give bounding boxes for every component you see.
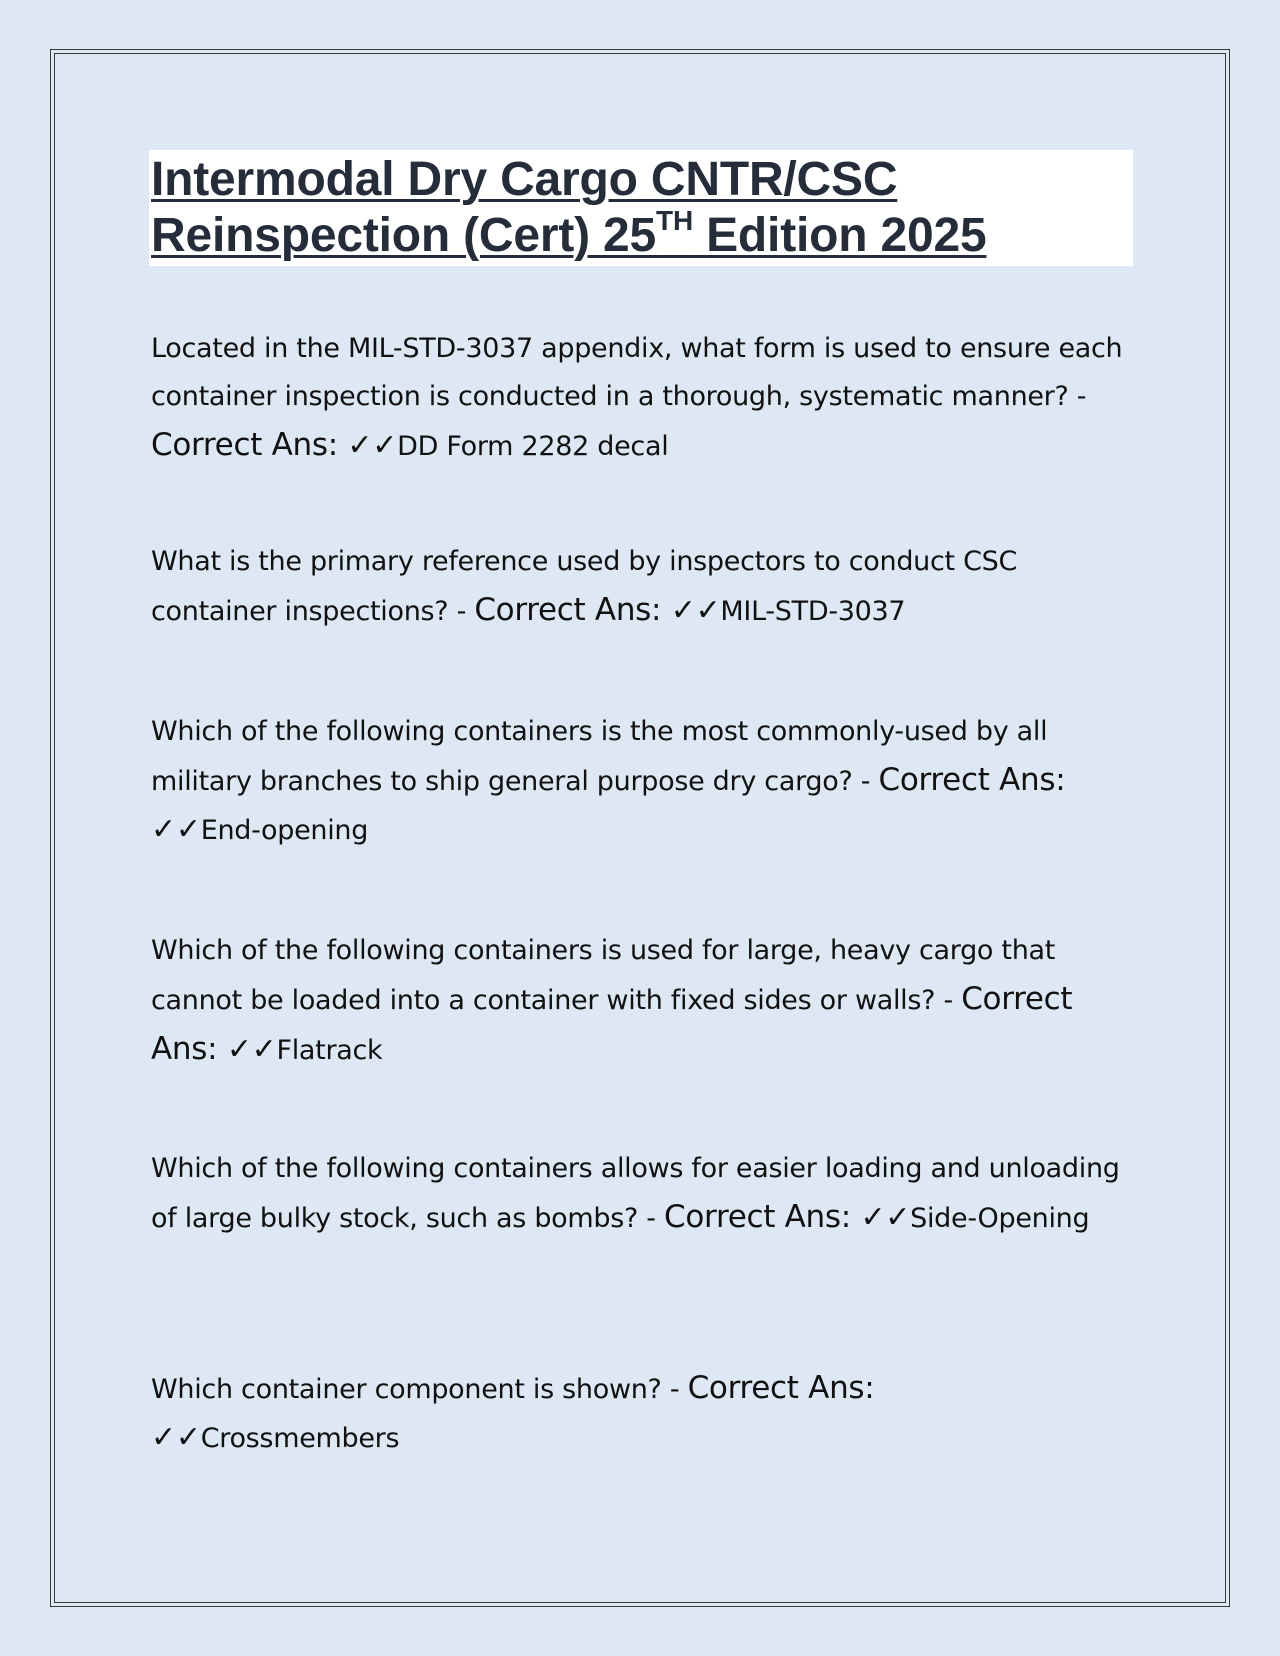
- answer-prefix: Correct Ans:: [151, 427, 348, 463]
- answer-text: Side-Opening: [910, 1203, 1090, 1234]
- qa-item: [151, 538, 1131, 636]
- answer-text: Crossmembers: [200, 1423, 400, 1454]
- document-title: [151, 152, 986, 264]
- question-text: Which of the following containers is used for large, heavy cargo that cannot be loaded into a container with fixed sides or walls? -: [151, 935, 1056, 1016]
- qa-item: [151, 1364, 1131, 1463]
- checkmark-icon: ✓✓: [151, 812, 201, 847]
- answer-prefix: Correct Ans:: [474, 592, 671, 628]
- answer-prefix: Correct Ans:: [878, 762, 1066, 798]
- qa-item: [151, 1145, 1131, 1243]
- title-line-1: Intermodal Dry Cargo CNTR/CSC: [151, 153, 898, 206]
- answer-prefix: Correct Ans:: [664, 1199, 861, 1235]
- checkmark-icon: ✓✓: [860, 1200, 911, 1235]
- qa-item: [151, 325, 1131, 471]
- title-line-2-start: Reinspection (Cert) 25: [151, 209, 657, 262]
- checkmark-icon: ✓✓: [226, 1032, 277, 1067]
- answer-prefix: Correct Ans:: [687, 1370, 875, 1406]
- title-line-2-end: Edition 2025: [692, 209, 987, 262]
- qa-item: [151, 927, 1131, 1075]
- answer-text: DD Form 2282 decal: [397, 431, 669, 462]
- answer-text: End-opening: [200, 815, 369, 846]
- checkmark-icon: ✓✓: [347, 428, 398, 463]
- checkmark-icon: ✓✓: [670, 593, 721, 628]
- qa-item: [151, 708, 1131, 855]
- answer-text: MIL-STD-3037: [720, 596, 906, 627]
- answer-prefix: Correct Ans:: [151, 981, 1073, 1067]
- question-text: Which of the following containers allows for easier loading and unloading of large bulky stock, such as bombs? -: [151, 1153, 1120, 1234]
- question-text: What is the primary reference used by inspectors to conduct CSC container inspections? -: [151, 546, 1018, 627]
- checkmark-icon: ✓✓: [151, 1420, 201, 1455]
- answer-text: Flatrack: [276, 1035, 383, 1066]
- question-text: Which of the following containers is the most commonly-used by all military branches to ship general purpose dry cargo? -: [151, 716, 1048, 797]
- question-text: Which container component is shown? -: [151, 1374, 688, 1405]
- question-text: Located in the MIL-STD-3037 appendix, what form is used to ensure each container inspection is conducted in a thorough, systematic manner? -: [151, 333, 1123, 412]
- title-superscript: TH: [656, 205, 693, 236]
